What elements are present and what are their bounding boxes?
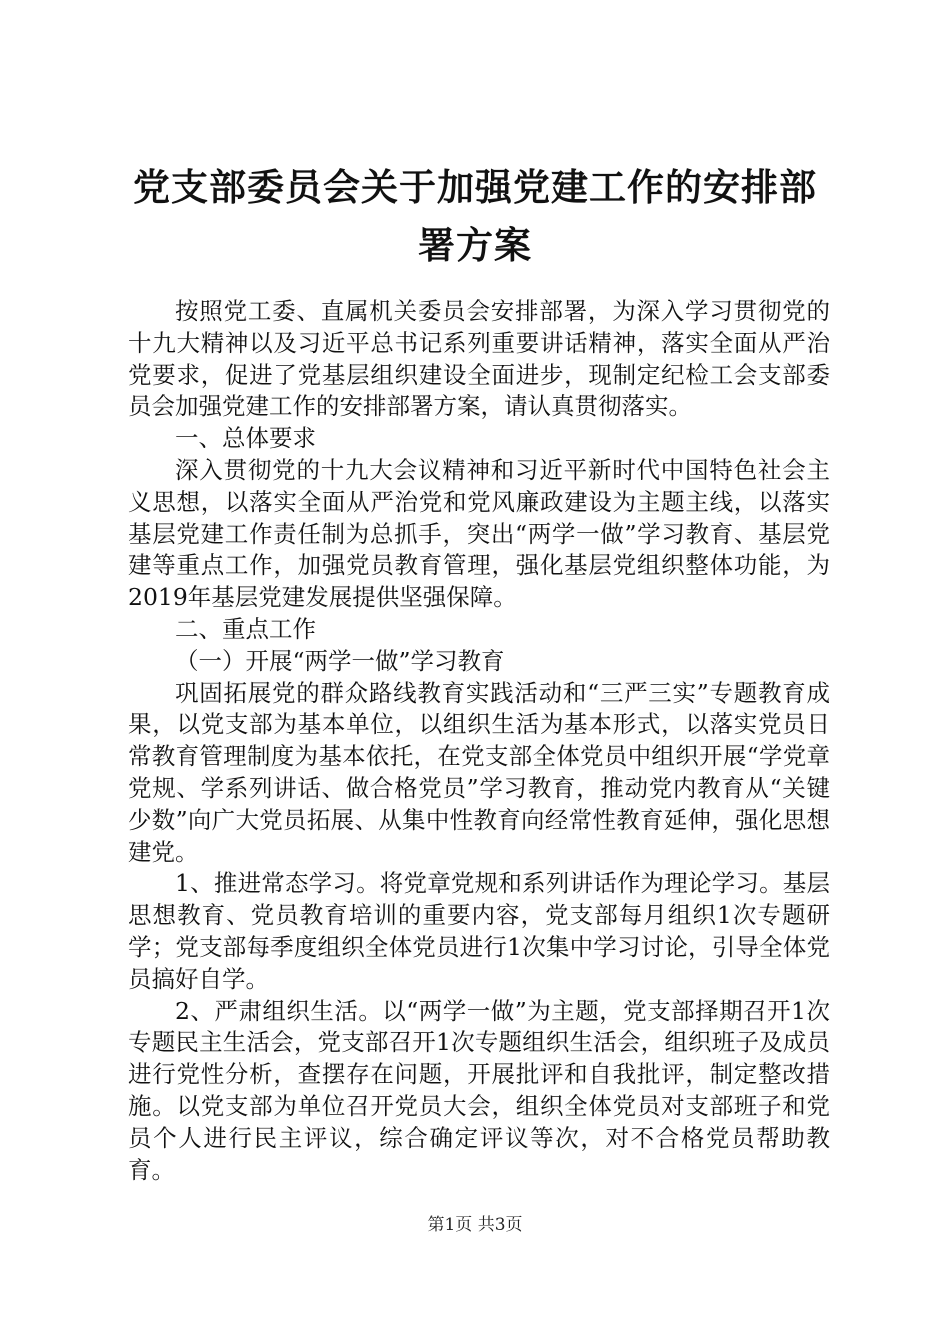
document-title: 党支部委员会关于加强党建工作的安排部署方案 <box>133 165 817 267</box>
section-heading-overall-requirements: 一、总体要求 <box>175 424 316 453</box>
intro-paragraph: 按照党工委、直属机关委员会安排部署，为深入学习贯彻党的十九大精神以及习近平总书记系列重要讲话精神，落实全面从严治党要求，促进了党基层组织建设全面进步，现制定纪检工会支部委员会加强党建工作的安排部署方案，请认真贯彻落实。 <box>128 297 830 421</box>
study-education-paragraph: 巩固拓展党的群众路线教育实践活动和“三严三实”专题教育成果，以党支部为基本单位，以组织生活为基本形式，以落实党员日常教育管理制度为基本依托，在党支部全体党员中组织开展“学党章党规、学系列讲话、做合格党员”学习教育，推动党内教育从“关键少数”向广大党员拓展、从集中性教育向经常性教育延伸，强化思想建党。 <box>128 678 830 866</box>
document-body <box>128 296 830 1186</box>
page-number-footer: 第1页 共3页 <box>427 1215 523 1235</box>
overall-requirements-paragraph: 深入贯彻党的十九大会议精神和习近平新时代中国特色社会主义思想，以落实全面从严治党和党风廉政建设为主题主线，以落实基层党建工作责任制为总抓手，突出“两学一做”学习教育、基层党建等重点工作，加强党员教育管理，强化基层党组织整体功能，为2019年基层党建发展提供坚强保障。 <box>128 455 830 612</box>
item-organizational-life-paragraph: 2、严肃组织生活。以“两学一做”为主题，党支部择期召开1次专题民主生活会，党支部召开1次专题组织生活会，组织班子及成员进行党性分析，查摆存在问题，开展批评和自我批评，制定整改措施。以党支部为单位召开党员大会，组织全体党员对支部班子和党员个人进行民主评议，综合确定评议等次，对不合格党员帮助教育。 <box>128 996 830 1184</box>
subsection-heading-study-education: （一）开展“两学一做”学习教育 <box>175 646 505 675</box>
section-heading-key-work: 二、重点工作 <box>175 614 316 643</box>
item-regular-study-paragraph: 1、推进常态学习。将党章党规和系列讲话作为理论学习。基层思想教育、党员教育培训的重要内容，党支部每月组织1次专题研学；党支部每季度组织全体党员进行1次集中学习讨论，引导全体党员搞好自学。 <box>128 869 830 993</box>
